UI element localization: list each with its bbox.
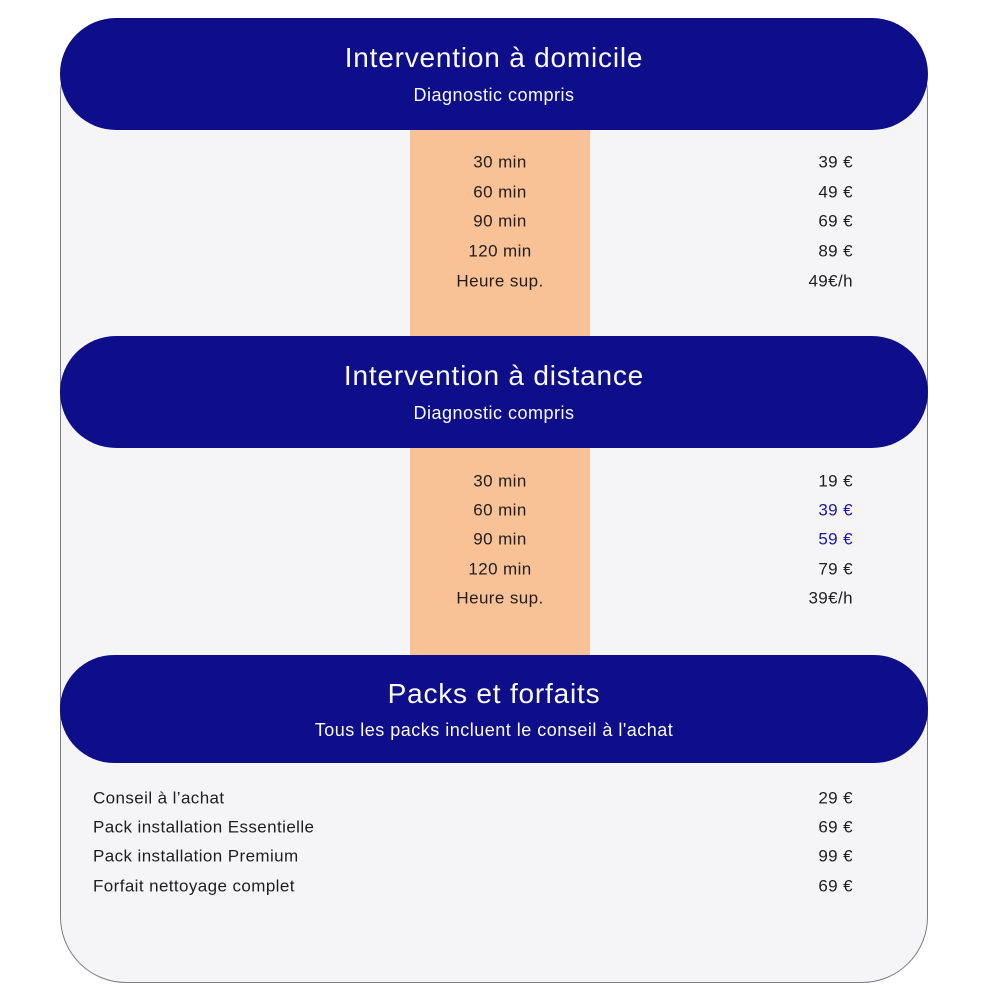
pack-label: Pack installation Essentielle bbox=[93, 817, 315, 837]
price-value: 29 € bbox=[818, 788, 853, 808]
price-row bbox=[60, 525, 928, 554]
section-subtitle: Tous les packs incluent le conseil à l'achat bbox=[314, 719, 674, 740]
pack-row bbox=[60, 812, 928, 841]
duration-label: 60 min bbox=[473, 182, 527, 202]
price-value: 19 € bbox=[818, 471, 853, 491]
price-row bbox=[60, 236, 928, 266]
price-value: 39€/h bbox=[808, 588, 853, 608]
section-subtitle: Diagnostic compris bbox=[413, 403, 575, 423]
pack-label: Pack installation Premium bbox=[93, 846, 299, 866]
price-row bbox=[60, 177, 928, 207]
duration-label: 90 min bbox=[473, 529, 527, 549]
section-header-intervention-domicile bbox=[60, 18, 928, 130]
section-title: Intervention à domicile bbox=[344, 42, 644, 73]
price-value: 49€/h bbox=[808, 271, 853, 291]
section-title: Packs et forfaits bbox=[387, 677, 601, 709]
section-subtitle: Diagnostic compris bbox=[413, 85, 575, 105]
price-row bbox=[60, 266, 928, 296]
price-value: 69 € bbox=[818, 876, 853, 896]
price-value: 69 € bbox=[818, 817, 853, 837]
price-row bbox=[60, 495, 928, 524]
pack-row bbox=[60, 871, 928, 900]
price-row bbox=[60, 207, 928, 237]
pack-row bbox=[60, 842, 928, 871]
price-row bbox=[60, 583, 928, 612]
section-header-intervention-distance bbox=[60, 336, 928, 448]
duration-label: 90 min bbox=[473, 211, 527, 231]
duration-label: Heure sup. bbox=[456, 271, 544, 291]
duration-label: 120 min bbox=[468, 559, 532, 579]
price-value: 99 € bbox=[818, 846, 853, 866]
section-header-packs-forfaits bbox=[60, 655, 928, 763]
price-row bbox=[60, 466, 928, 495]
duration-label: 120 min bbox=[468, 241, 532, 261]
pack-label: Conseil à l’achat bbox=[93, 788, 225, 808]
duration-label: Heure sup. bbox=[456, 588, 544, 608]
duration-label: 60 min bbox=[473, 500, 527, 520]
price-table-distance bbox=[60, 466, 928, 612]
price-value: 39 € bbox=[818, 152, 853, 172]
section-title: Intervention à distance bbox=[343, 360, 645, 391]
price-value: 69 € bbox=[818, 211, 853, 231]
price-row bbox=[60, 147, 928, 177]
pack-label: Forfait nettoyage complet bbox=[93, 876, 295, 896]
price-value: 39 € bbox=[818, 500, 853, 520]
price-value: 59 € bbox=[818, 529, 853, 549]
price-value: 89 € bbox=[818, 241, 853, 261]
price-row bbox=[60, 554, 928, 583]
price-table-domicile bbox=[60, 147, 928, 296]
price-value: 79 € bbox=[818, 559, 853, 579]
packs-list bbox=[60, 783, 928, 901]
duration-label: 30 min bbox=[473, 471, 527, 491]
duration-label: 30 min bbox=[473, 152, 527, 172]
price-value: 49 € bbox=[818, 182, 853, 202]
pack-row bbox=[60, 783, 928, 812]
